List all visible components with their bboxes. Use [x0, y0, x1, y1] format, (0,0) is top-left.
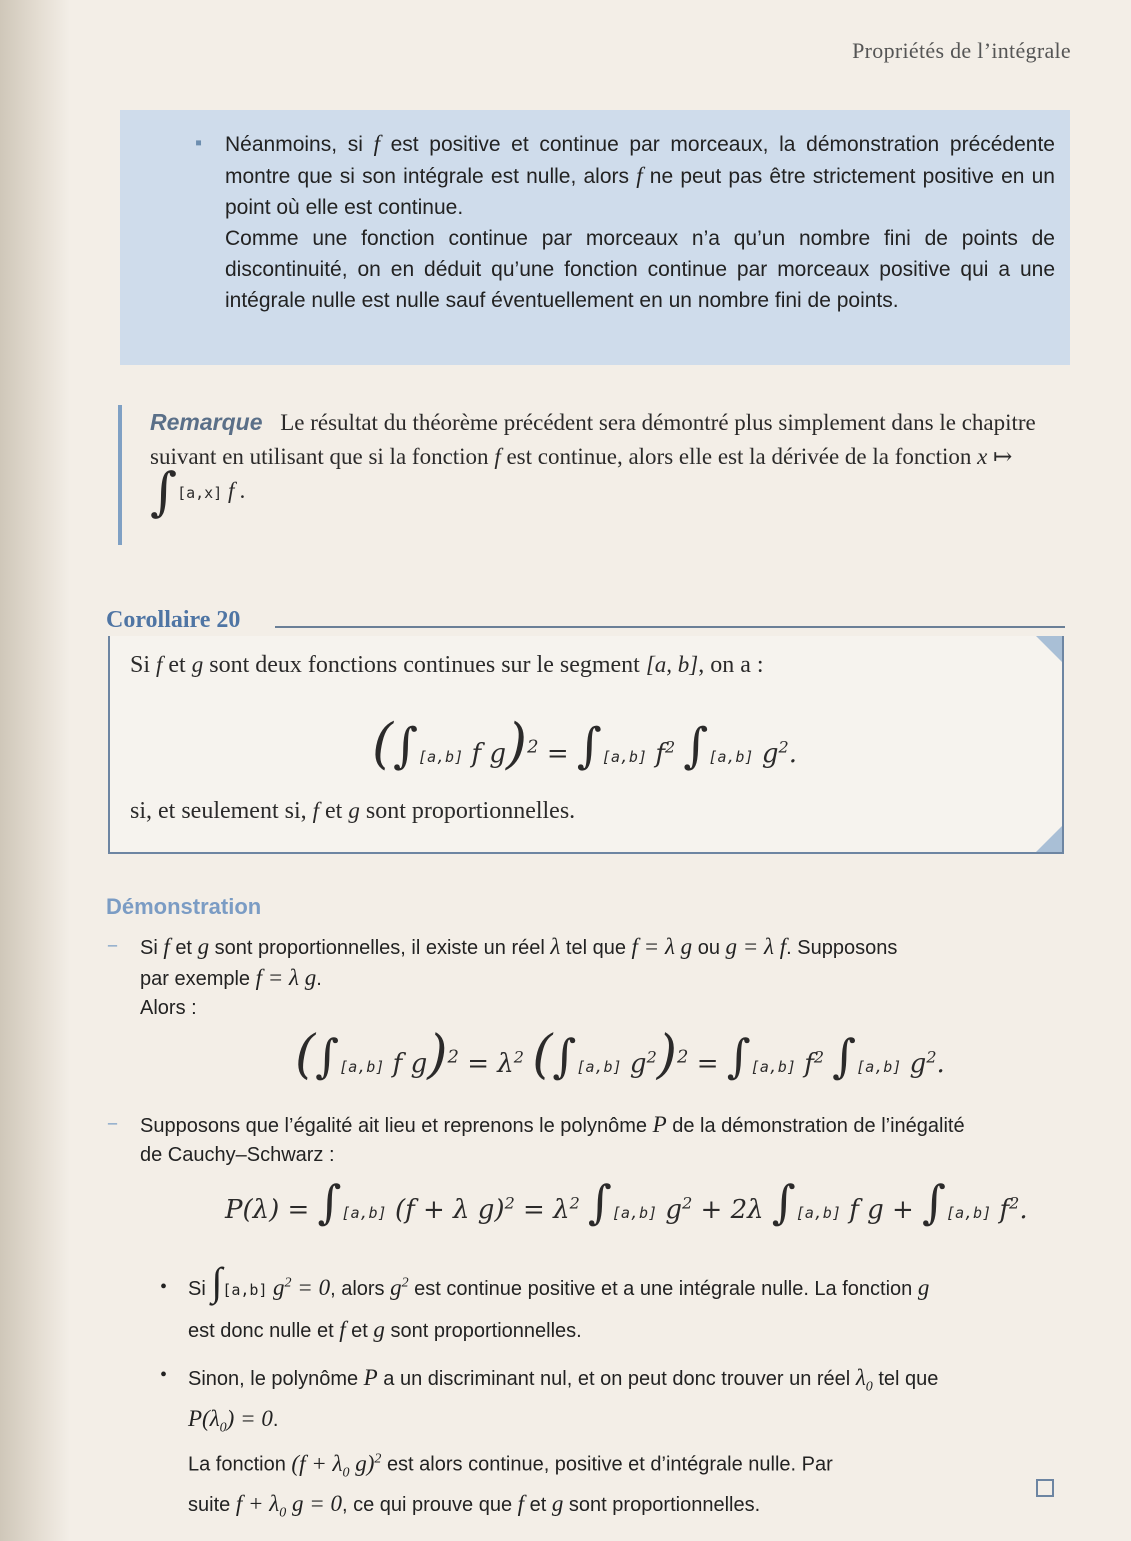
demo-subitem-1: Si ∫[a,b] $g^2 = 0$, alors $g^2$ est continue positive et a une intégrale nulle. La fonction g est donc nulle et f et g sont proportionnelles.	[188, 1259, 930, 1342]
bullet-icon: •	[160, 1276, 168, 1298]
corner-decoration-icon	[1036, 636, 1062, 662]
demo-subitem-2: Sinon, le polynôme P a un discriminant nul, et on peut donc trouver un réel $\lambda_0$ tel que $P(\lambda_0) = 0$. La fonction ($f + \lambda_0$ g)$^2$ est alors continue, positive et d’intégrale nulle. Par suite $f + \lambda_0$ g = 0, ce qui prouve que f et g sont proportionnelles.	[188, 1365, 939, 1522]
note-paragraph-1: Néanmoins, si f est positive et continue par morceaux, la démonstration précédente montre que si son intégrale est nulle, alors f ne peut pas être strictement positive en un point où elle est continue.	[225, 131, 1055, 219]
corollary-rule	[275, 626, 1065, 628]
remark-title: Remarque	[150, 409, 263, 435]
note-paragraph-2: Comme une fonction continue par morceaux n’a qu’un nombre fini de points de discontinuité, on en déduit qu’une fonction continue par morceaux positive qui a une intégrale nulle est nulle sauf éventuellement en un nombre fini de points.	[225, 227, 1055, 312]
corner-decoration-icon	[1036, 826, 1062, 852]
demo-formula-2: P(λ) = ∫[a,b] (f + λ $g)^2 = \lambda^2$ ∫[a,b] $g^2 + 2\lambda$ ∫[a,b] f g + ∫[a,b] $f^2$.	[225, 1175, 1028, 1229]
remark-text-a: Le résultat du théorème précédent sera démontré plus simplement dans le chapitre suivant en utilisant que si la fonction	[150, 410, 1036, 469]
bullet-icon: •	[160, 1364, 168, 1386]
demonstration-title: Démonstration	[106, 894, 262, 919]
remark-block: Remarque Le résultat du théorème précédent sera démontré plus simplement dans le chapitre suivant en utilisant que si la fonction f est continue, alors elle est la dérivée de la fonction x ↦ ∫[a,x] f .	[118, 405, 1068, 545]
dash-bullet-icon: –	[108, 1112, 117, 1132]
book-spine-shadow	[0, 0, 70, 1541]
running-header: Propriétés de l’intégrale	[852, 38, 1071, 63]
demo-formula-1: (∫[a,b] f $g)^2 = \lambda^2$ (∫[a,b] $g^2)^2 = \int[a,b]$ $f^2$ ∫[a,b] $g^2$.	[295, 1025, 945, 1085]
corollary-line-2: si, et seulement si, f et g sont proportionnelles.	[130, 798, 576, 824]
corollary-line-1: Si f et g sont deux fonctions continues sur le segment [a, b], on a :	[130, 652, 764, 678]
integral-icon: ∫	[150, 462, 178, 523]
demo-item-1: Si f et g sont proportionnelles, il existe un réel λ tel que f = λ g ou g = λ f. Supposons par exemple f = λ g. Alors :	[140, 934, 898, 1019]
dash-bullet-icon: –	[108, 934, 117, 954]
remark-text-b: est continue, alors elle est la dérivée de la fonction	[506, 444, 972, 469]
demo-item-2: Supposons que l’égalité ait lieu et reprenons le polynôme P de la démonstration de l’inégalité de Cauchy–Schwarz :	[140, 1112, 965, 1166]
integral-formula: ∫[a,x]	[150, 462, 223, 523]
corollary-title: Corollaire 20	[106, 607, 241, 633]
bullet-icon: ▪	[195, 132, 203, 154]
qed-square-icon	[1036, 1479, 1054, 1497]
corollary-formula: (∫[a,b] f g)$^2$ = ∫[a,b] $f^2$ ∫[a,b] $g^2$.	[372, 712, 797, 775]
note-bullet	[195, 128, 1055, 316]
